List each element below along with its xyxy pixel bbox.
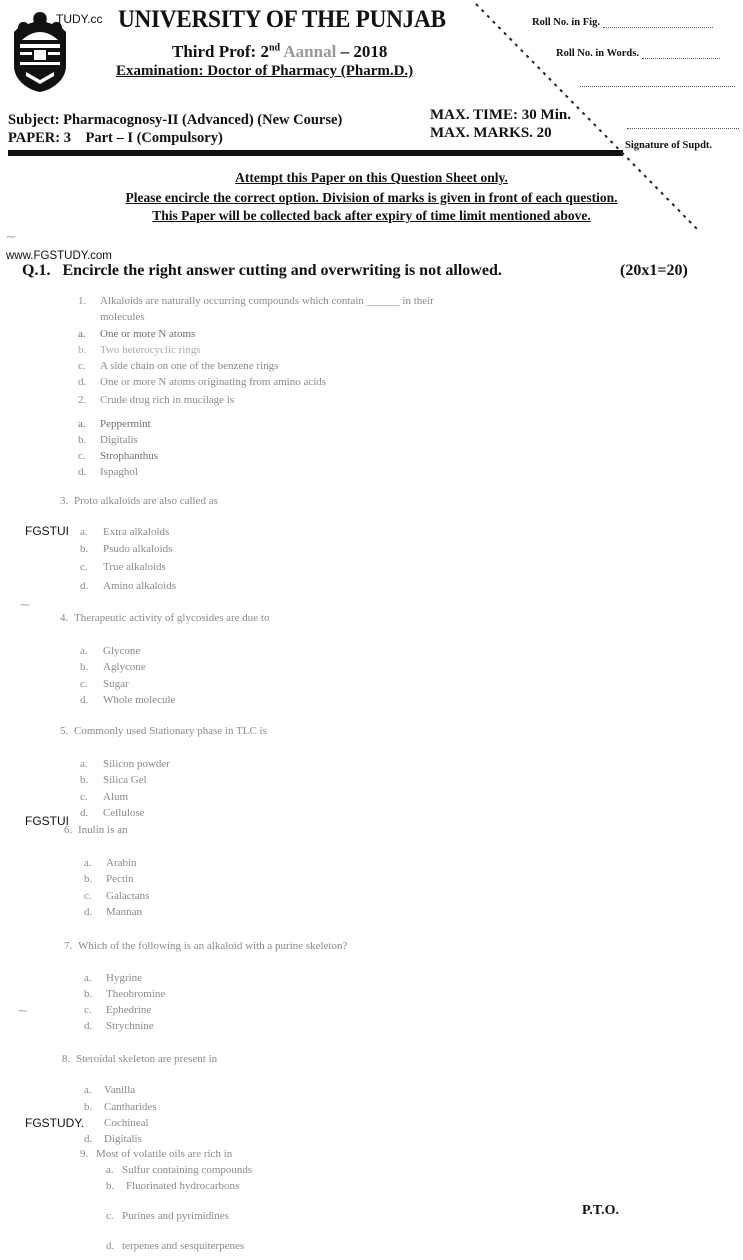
question-3-number: 3. — [60, 495, 69, 507]
q3-option-d[interactable]: Amino alkaloids — [103, 580, 177, 592]
option-key: a. — [84, 972, 92, 984]
option-key: d. — [106, 1240, 115, 1252]
q7-option-b[interactable]: Theobromine — [106, 988, 166, 1000]
question-7-text: Which of the following is an alkaloid with a purine skeleton? — [78, 940, 348, 952]
instruction-line-1: Attempt this Paper on this Question Sheet only. — [235, 170, 508, 185]
question-1-text: Alkaloids are naturally occurring compounds which contain ______ in their — [100, 295, 434, 307]
question-2-number: 2. — [78, 394, 87, 406]
question-marks: (20x1=20) — [620, 262, 688, 279]
q9-option-a[interactable]: Sulfur containing compounds — [122, 1164, 253, 1176]
watermark-text: FGSTUDY. — [25, 1116, 85, 1130]
instruction-line-2: Please encircle the correct option. Division of marks is given in front of each question. — [125, 190, 618, 205]
option-key: b. — [80, 543, 89, 555]
option-key: d. — [84, 906, 93, 918]
option-key: a. — [80, 645, 88, 657]
q2-option-c[interactable]: Strophanthus — [100, 450, 159, 462]
examination-title: Examination: Doctor of Pharmacy (Pharm.D.) — [116, 63, 414, 79]
q5-option-c[interactable]: Alum — [103, 791, 129, 803]
option-key: d. — [80, 694, 89, 706]
q7-option-a[interactable]: Hygrine — [106, 972, 143, 984]
q4-option-b[interactable]: Aglycone — [103, 661, 146, 673]
option-key: b. — [84, 988, 93, 1000]
option-key: c. — [84, 1004, 92, 1016]
q9-option-d[interactable]: terpenes and sesquiterpenes — [122, 1240, 245, 1252]
option-key: d. — [80, 580, 89, 592]
q2-option-a[interactable]: Peppermint — [100, 418, 151, 430]
option-key: b. — [106, 1180, 115, 1192]
question-9-number: 9. — [80, 1148, 89, 1160]
option-key: b. — [78, 344, 87, 356]
option-key: c. — [84, 890, 92, 902]
signature-label: Signature of Supdt. — [625, 140, 713, 151]
option-key: b. — [78, 434, 87, 446]
q3-option-b[interactable]: Psudo alkaloids — [103, 543, 173, 555]
q8-option-b[interactable]: Cantharides — [104, 1101, 157, 1113]
question-4-number: 4. — [60, 612, 69, 624]
scan-speck: ⁓ — [20, 600, 30, 611]
question-1-text-cont: molecules — [100, 311, 145, 323]
option-key: a. — [84, 1084, 92, 1096]
option-key: a. — [84, 857, 92, 869]
option-key: c. — [78, 360, 86, 372]
question-5-text: Commonly used Stationary phase in TLC is — [74, 725, 267, 737]
max-marks: MAX. MARKS. 20 — [430, 125, 552, 141]
question-3-text: Proto alkaloids are also called as — [74, 495, 218, 507]
question-8-text: Steroidal skeleton are present in — [76, 1053, 218, 1065]
option-key: b. — [80, 661, 89, 673]
option-key: d. — [78, 376, 87, 388]
q1-option-d[interactable]: One or more N atoms originating from amino acids — [100, 376, 327, 388]
option-key: c. — [80, 678, 88, 690]
please-turn-over: P.T.O. — [582, 1203, 619, 1218]
q5-option-a[interactable]: Silicon powder — [103, 758, 170, 770]
q3-option-c[interactable]: True alkaloids — [103, 561, 166, 573]
option-key: d. — [84, 1020, 93, 1032]
subject-line: Subject: Pharmacognosy-II (Advanced) (New Course) — [8, 112, 343, 128]
watermark-text: FGSTUI — [25, 524, 69, 538]
signature-line[interactable] — [627, 128, 739, 129]
q9-option-c[interactable]: Purines and pyrimidines — [122, 1210, 229, 1222]
option-key: c. — [78, 450, 86, 462]
option-key: c. — [106, 1210, 114, 1222]
instruction-line-3: This Paper will be collected back after expiry of time limit mentioned above. — [152, 208, 591, 223]
q6-option-a[interactable]: Arabin — [106, 857, 137, 869]
q4-option-c[interactable]: Sugar — [103, 678, 129, 690]
question-1-number: 1. — [78, 295, 87, 307]
q1-option-a[interactable]: One or more N atoms — [100, 328, 196, 340]
scan-speck: ⁓ — [6, 232, 16, 243]
question-7-number: 7. — [64, 940, 73, 952]
question-4-text: Therapeutic activity of glycosides are due to — [74, 612, 270, 624]
q9-option-b[interactable]: Fluorinated hydrocarbons — [126, 1180, 240, 1192]
question-heading: Q.1. Encircle the right answer cutting and overwriting is not allowed. — [22, 262, 502, 279]
option-key: b. — [80, 774, 89, 786]
q6-option-d[interactable]: Mannan — [106, 906, 143, 918]
q6-option-b[interactable]: Pectin — [106, 873, 134, 885]
q5-option-d[interactable]: Cellulose — [103, 807, 145, 819]
q8-option-c[interactable]: Cochineal — [104, 1117, 149, 1129]
q8-option-a[interactable]: Vanilla — [104, 1084, 136, 1096]
question-8-number: 8. — [62, 1053, 71, 1065]
watermark-text: FGSTUI — [25, 814, 69, 828]
university-title: UNIVERSITY OF THE PUNJAB — [118, 6, 446, 33]
question-2-text: Crude drug rich in mucilage is — [100, 394, 235, 406]
option-key: c. — [80, 561, 88, 573]
exam-session: Third Prof: 2nd Aannal – 2018 — [172, 42, 388, 61]
option-key: b. — [84, 1101, 93, 1113]
option-key: d. — [78, 466, 87, 478]
scan-speck: ⁓ — [18, 1006, 28, 1017]
q7-option-d[interactable]: Strychnine — [106, 1020, 154, 1032]
q2-option-d[interactable]: Ispaghol — [100, 466, 138, 478]
option-key: a. — [80, 526, 88, 538]
watermark-text: TUDY.cc — [56, 12, 103, 26]
q6-option-c[interactable]: Galactans — [106, 890, 150, 902]
roll-number-words-field[interactable]: Roll No. in Words. — [556, 48, 720, 59]
option-key: d. — [84, 1133, 93, 1145]
q8-option-d[interactable]: Digitalis — [104, 1133, 142, 1145]
roll-number-figure-field[interactable]: Roll No. in Fig. — [532, 17, 713, 28]
option-key: b. — [84, 873, 93, 885]
q4-option-a[interactable]: Glycone — [103, 645, 141, 657]
watermark-url: www.FGSTUDY.com — [6, 250, 112, 262]
q4-option-d[interactable]: Whole molecule — [103, 694, 176, 706]
roll-number-words-line[interactable] — [580, 86, 735, 87]
question-6-text: Inulin is an — [78, 824, 128, 836]
q1-option-c[interactable]: A side chain on one of the benzene rings — [100, 360, 279, 372]
q7-option-c[interactable]: Ephedrine — [106, 1004, 152, 1016]
option-key: a. — [78, 418, 86, 430]
paper-line: PAPER: 3 Part – I (Compulsory) — [8, 130, 223, 146]
option-key: a. — [106, 1164, 114, 1176]
q1-option-b[interactable]: Two heterocyclic rings — [100, 344, 201, 356]
option-key: d. — [80, 807, 89, 819]
max-time: MAX. TIME: 30 Min. — [430, 107, 571, 123]
question-5-number: 5. — [60, 725, 69, 737]
q5-option-b[interactable]: Silica Gel — [103, 774, 147, 786]
question-6-number: 6. — [64, 824, 73, 836]
q2-option-b[interactable]: Digitalis — [100, 434, 138, 446]
q3-option-a[interactable]: Extra alkaloids — [103, 526, 170, 538]
question-9-text: Most of volatile oils are rich in — [96, 1148, 233, 1160]
option-key: c. — [80, 791, 88, 803]
option-key: a. — [80, 758, 88, 770]
option-key: a. — [78, 328, 86, 340]
